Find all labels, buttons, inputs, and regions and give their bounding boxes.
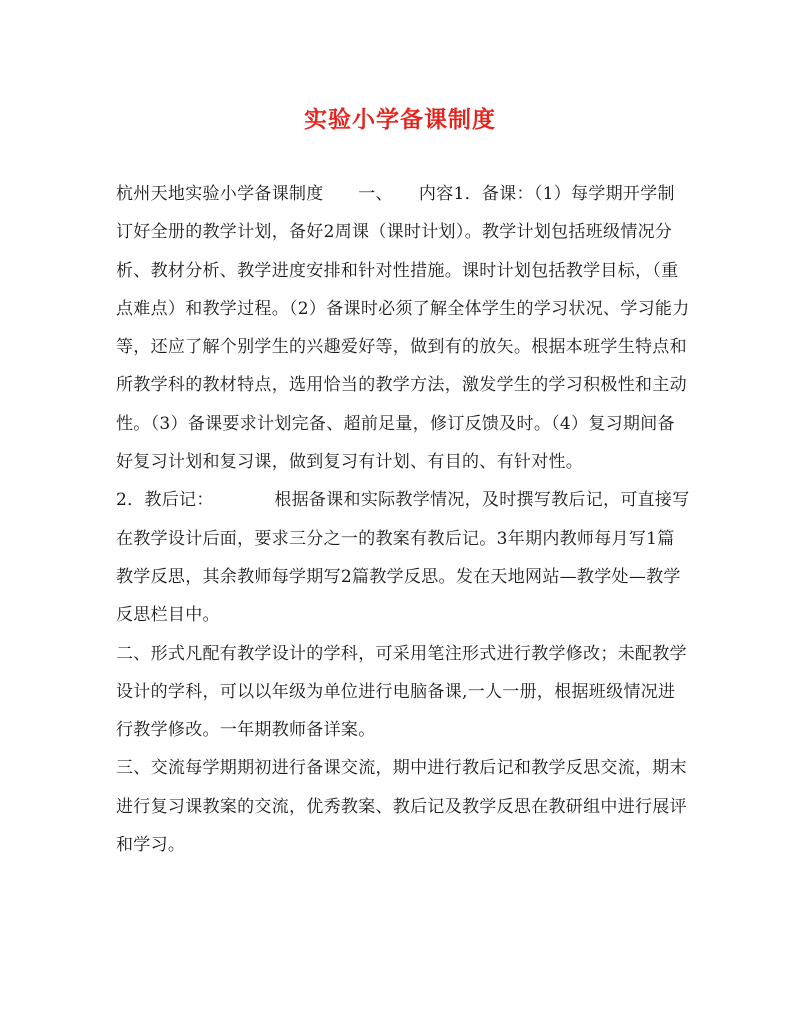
paragraph-exchange: 三、交流每学期期初进行备课交流，期中进行教后记和教学反思交流，期末进行复习课教案的交流，优秀教案、教后记及教学反思在教研组中进行展评和学习。	[116, 758, 687, 856]
paragraph-form: 二、形式凡配有教学设计的学科，可采用笔注形式进行教学修改；未配教学设计的学科，可以以年级为单位进行电脑备课,一人一册，根据班级情况进行教学修改。一年期教师备详案。	[116, 643, 687, 741]
document-body	[116, 175, 690, 864]
document-title: 实验小学备课制度	[304, 106, 496, 133]
paragraph-reflection: 2．教后记： 根据备课和实际教学情况，及时撰写教后记，可直接写在教学设计后面，要求三分之一的教案有教后记。3年期内教师每月写1篇教学反思，其余教师每学期写2篇教学反思。发在天地网站—教学处—教学反思栏目中。	[116, 490, 690, 626]
paragraph-preparation: 杭州天地实验小学备课制度 一、 内容1．备课：（1）每学期开学制订好全册的教学计划，备好2周课（课时计划）。教学计划包括班级情况分析、教材分析、教学进度安排和针对性措施。课时计划包括教学目标，（重点难点）和教学过程。（2）备课时必须了解全体学生的学习状况、学习能力等，还应了解个别学生的兴趣爱好等，做到有的放矢。根据本班学生特点和所教学科的教材特点，选用恰当的教学方法，激发学生的学习积极性和主动性。（3）备课要求计划完备、超前足量，修订反馈及时。（4）复习期间备好复习计划和复习课，做到复习有计划、有目的、有针对性。	[116, 184, 690, 473]
